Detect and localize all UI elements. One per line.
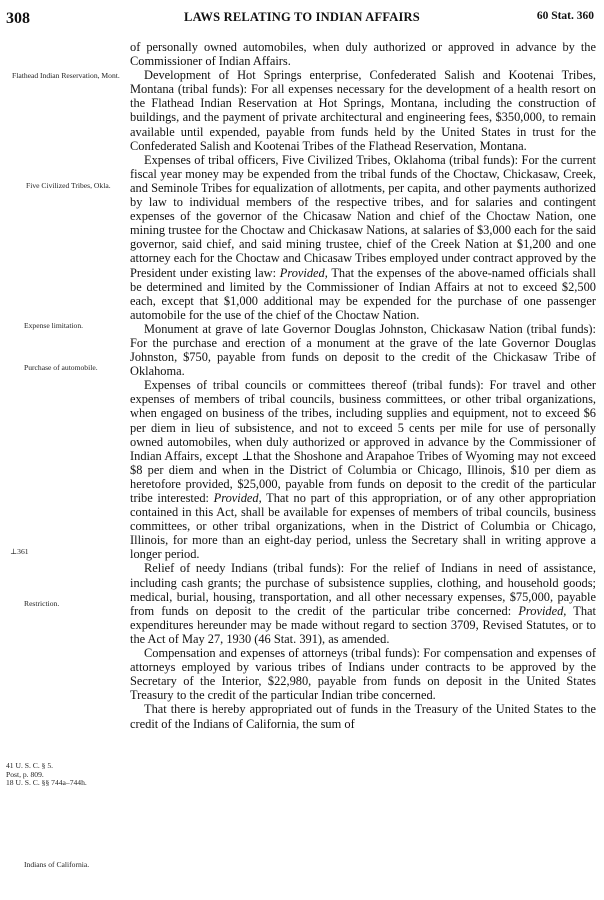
page-break-mark: ⊥ [241,448,254,463]
paragraph-text: that the Shoshone and Arapahoe Tribes of Wyoming may not exceed $8 per diem and when in the District of Columbia or Chicago, Illinois, $10 per diem as heretofore provided, $25,000, payable from funds on deposit to the credit of the particular tribe interested: [130,448,596,505]
page-number: 308 [6,10,30,27]
paragraph-monument: Monument at grave of late Governor Douglas Johnston, Chickasaw Nation (tribal funds): For the purchase and erection of a monument at the grave of the late Governor Douglas Johnston, $750, payable from funds on deposit to the credit of the Chickasaw Tribe of Oklahoma. [130,321,596,379]
margin-note-restriction: Restriction. [24,599,60,608]
running-title: LAWS RELATING TO INDIAN AFFAIRS [184,10,420,24]
margin-note-flathead: Flathead Indian Reservation, Mont. [12,71,120,80]
paragraph-continuation: of personally owned automobiles, when duly authorized or approved in advance by the Commissioner of Indian Affairs. [130,40,596,69]
proviso: Provided, [213,491,262,505]
margin-note-page-mark: ⊥361 [10,547,29,556]
paragraph-text: Expenses of tribal councils or committees thereof (tribal funds): For travel and other expenses of members of tribal councils, business committees, or other tribal organizations, when engaged on business of the tribes, including supplies and equipment, not to exceed $6 per diem in lieu of subsistence, and not to exceed 5 cents per mile for use of personally owned automobiles, when duly authorized or approved in advance by the Commissioner of Indian Affairs, except [130,378,596,463]
margin-note-automobile: Purchase of automobile. [24,363,98,372]
paragraph-attorneys: Compensation and expenses of attorneys (tribal funds): For compensation and expenses of attorneys employed by various tribes of Indians under contracts to be approved by the Secretary of the Interior, $22,980, payable from funds on deposit in the United States Treasury to the credit of the particular Indian tribe concerned. [130,646,596,703]
paragraph-text: That expenditures hereunder may be made without regard to section 3709, Revised Statutes, or to the Act of May 27, 1930 (46 Stat. 391), as amended. [130,603,596,646]
margin-note-five-tribes: Five Civilized Tribes, Okla. [26,181,111,190]
paragraph-relief [130,561,596,646]
paragraph-text: That no part of this appropriation, or of any other appropriation contained in this Act, shall be available for expenses of members of tribal councils, business committees, or other tribal organizations, when in the District of Columbia or Chicago, Illinois, for more than an eight-day period, unless the Secretary shall in writing approve a longer period. [130,491,596,562]
body-text [130,40,596,731]
margin-note-expense-limitation: Expense limitation. [24,321,84,330]
citation-usc-41: 41 U. S. C. § 5. [6,761,54,770]
proviso: Provided, [518,603,567,618]
margin-note-california: Indians of California. [24,860,90,869]
margin-note-citations [6,762,122,788]
paragraph-text: Relief of needy Indians (tribal funds): For the relief of Indians in need of assistance, including cash grants; the purchase of subsistence supplies, clothing, and household goods; medical, burial, housing, transportation, and all other necessary expenses, $75,000, payable from funds on deposit to the credit of the particular tribe concerned: [130,561,596,618]
citation-post: Post, p. 809. [6,769,44,779]
citation-usc-18: 18 U. S. C. §§ 744a–744h. [6,778,87,788]
paragraph-text: Expenses of tribal officers, Five Civilized Tribes, Oklahoma (tribal funds): For the current fiscal year money may be expended from the tribal funds of the Choctaw, Chickasaw, Creek, and Seminole Tribes for equalization of allotments, per capita, and other payments authorized by law to individual members of the respective tribes, and for salaries and contingent expenses of the governor of the Chicasaw Nation and chief of the Choctaw Nation, one mining trustee for the Choctaw and Chickasaw Nations, at salaries of $3,000 each for the said governor, said chief, and said mining trustee, chief of the Creek Nation at $1,200 and one attorney each for the Choctaw and Chicasaw Tribes employed under contract approved by the President under existing law: [130,152,596,280]
proviso: Provided, [279,265,328,280]
paragraph-tribal-councils [130,378,596,561]
paragraph-text: That the expenses of the above-named officials shall be determined and limited by the Commissioner of Indian Affairs at not to exceed $2,500 each, except that $1,000 additional may be expended for the purchase of one passenger automobile for the use of the chief of the Choctaw Nation. [130,265,596,322]
paragraph-tribal-officers [130,153,596,322]
paragraph-california: That there is hereby appropriated out of funds in the Treasury of the United States to the credit of the Indians of California, the sum of [130,702,596,731]
statute-reference: 60 Stat. 360 [536,10,594,22]
paragraph-hot-springs: Development of Hot Springs enterprise, Confederated Salish and Kootenai Tribes, Montana (tribal funds): For all expenses necessary for the development of a health resort on the Flathead Indian Reservation at Hot Springs, Montana, including the construction of buildings, and the payment of private architectural and engineering fees, $350,000, to remain available until expended, payable from funds held by the United States in trust for the Confederated Salish and Kootenai Tribes of the Flathead Reservation, Montana. [130,68,596,153]
